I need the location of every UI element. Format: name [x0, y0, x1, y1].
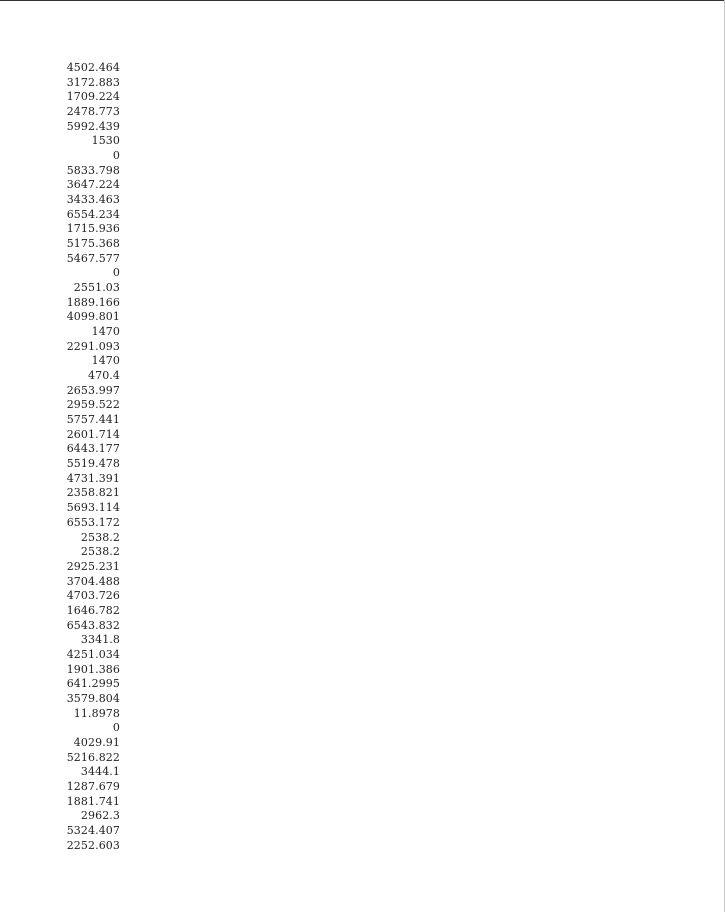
value-cell: 6554.234: [66, 207, 120, 221]
value-cell: 1881.741: [66, 794, 120, 808]
value-cell: 6543.832: [66, 618, 120, 632]
value-cell: 3704.488: [66, 574, 120, 588]
value-cell: 2252.603: [66, 838, 120, 852]
value-cell: 1709.224: [66, 90, 120, 104]
value-cell: 1287.679: [66, 779, 120, 793]
page-top-border: [0, 0, 725, 1]
value-cell: 1530: [91, 134, 120, 148]
value-cell: 4502.464: [66, 61, 120, 74]
value-cell: 5833.798: [66, 163, 120, 177]
value-cell: 3341.8: [80, 633, 120, 647]
value-cell: 470.4: [88, 369, 120, 383]
value-cell: 5992.439: [66, 119, 120, 133]
value-cell: 4703.726: [66, 589, 120, 603]
value-cell: 2291.093: [66, 339, 120, 353]
value-cell: 3579.804: [66, 691, 120, 705]
value-cell: 1901.386: [66, 662, 120, 676]
value-cell: 0: [112, 266, 120, 280]
value-cell: 0: [112, 721, 120, 735]
value-cell: 3433.463: [66, 193, 120, 207]
value-cell: 1470: [91, 354, 120, 368]
value-cell: 2959.522: [66, 398, 120, 412]
value-cell: 2925.231: [66, 559, 120, 573]
value-cell: 1470: [91, 325, 120, 339]
value-cell: 5693.114: [66, 501, 120, 515]
value-cell: 6553.172: [66, 515, 120, 529]
value-cell: 2538.2: [80, 545, 120, 559]
value-cell: 5324.407: [66, 823, 120, 837]
value-cell: 1646.782: [66, 603, 120, 617]
value-cell: 4099.801: [66, 310, 120, 324]
value-cell: 4029.91: [73, 735, 120, 749]
value-cell: 4251.034: [66, 647, 120, 661]
value-cell: 3444.1: [80, 765, 120, 779]
value-cell: 2551.03: [73, 281, 120, 295]
value-cell: 5757.441: [66, 413, 120, 427]
value-cell: 11.8978: [73, 706, 120, 720]
value-cell: 5467.577: [66, 251, 120, 265]
value-cell: 2601.714: [66, 427, 120, 441]
value-cell: 5216.822: [66, 750, 120, 764]
value-cell: 5519.478: [66, 457, 120, 471]
value-cell: 3172.883: [66, 75, 120, 89]
value-cell: 0: [112, 149, 120, 163]
value-cell: 3647.224: [66, 178, 120, 192]
value-cell: 1889.166: [66, 295, 120, 309]
value-cell: 1715.936: [66, 222, 120, 236]
value-cell: 2962.3: [80, 809, 120, 823]
value-cell: 6443.177: [66, 442, 120, 456]
value-cell: 641.2995: [66, 677, 120, 691]
value-cell: 2538.2: [80, 530, 120, 544]
value-cell: 2478.773: [66, 105, 120, 119]
value-cell: 2358.821: [66, 486, 120, 500]
value-cell: 2653.997: [66, 383, 120, 397]
value-cell: 4731.391: [66, 471, 120, 485]
value-column: [50, 61, 120, 853]
value-cell: 5175.368: [66, 237, 120, 251]
